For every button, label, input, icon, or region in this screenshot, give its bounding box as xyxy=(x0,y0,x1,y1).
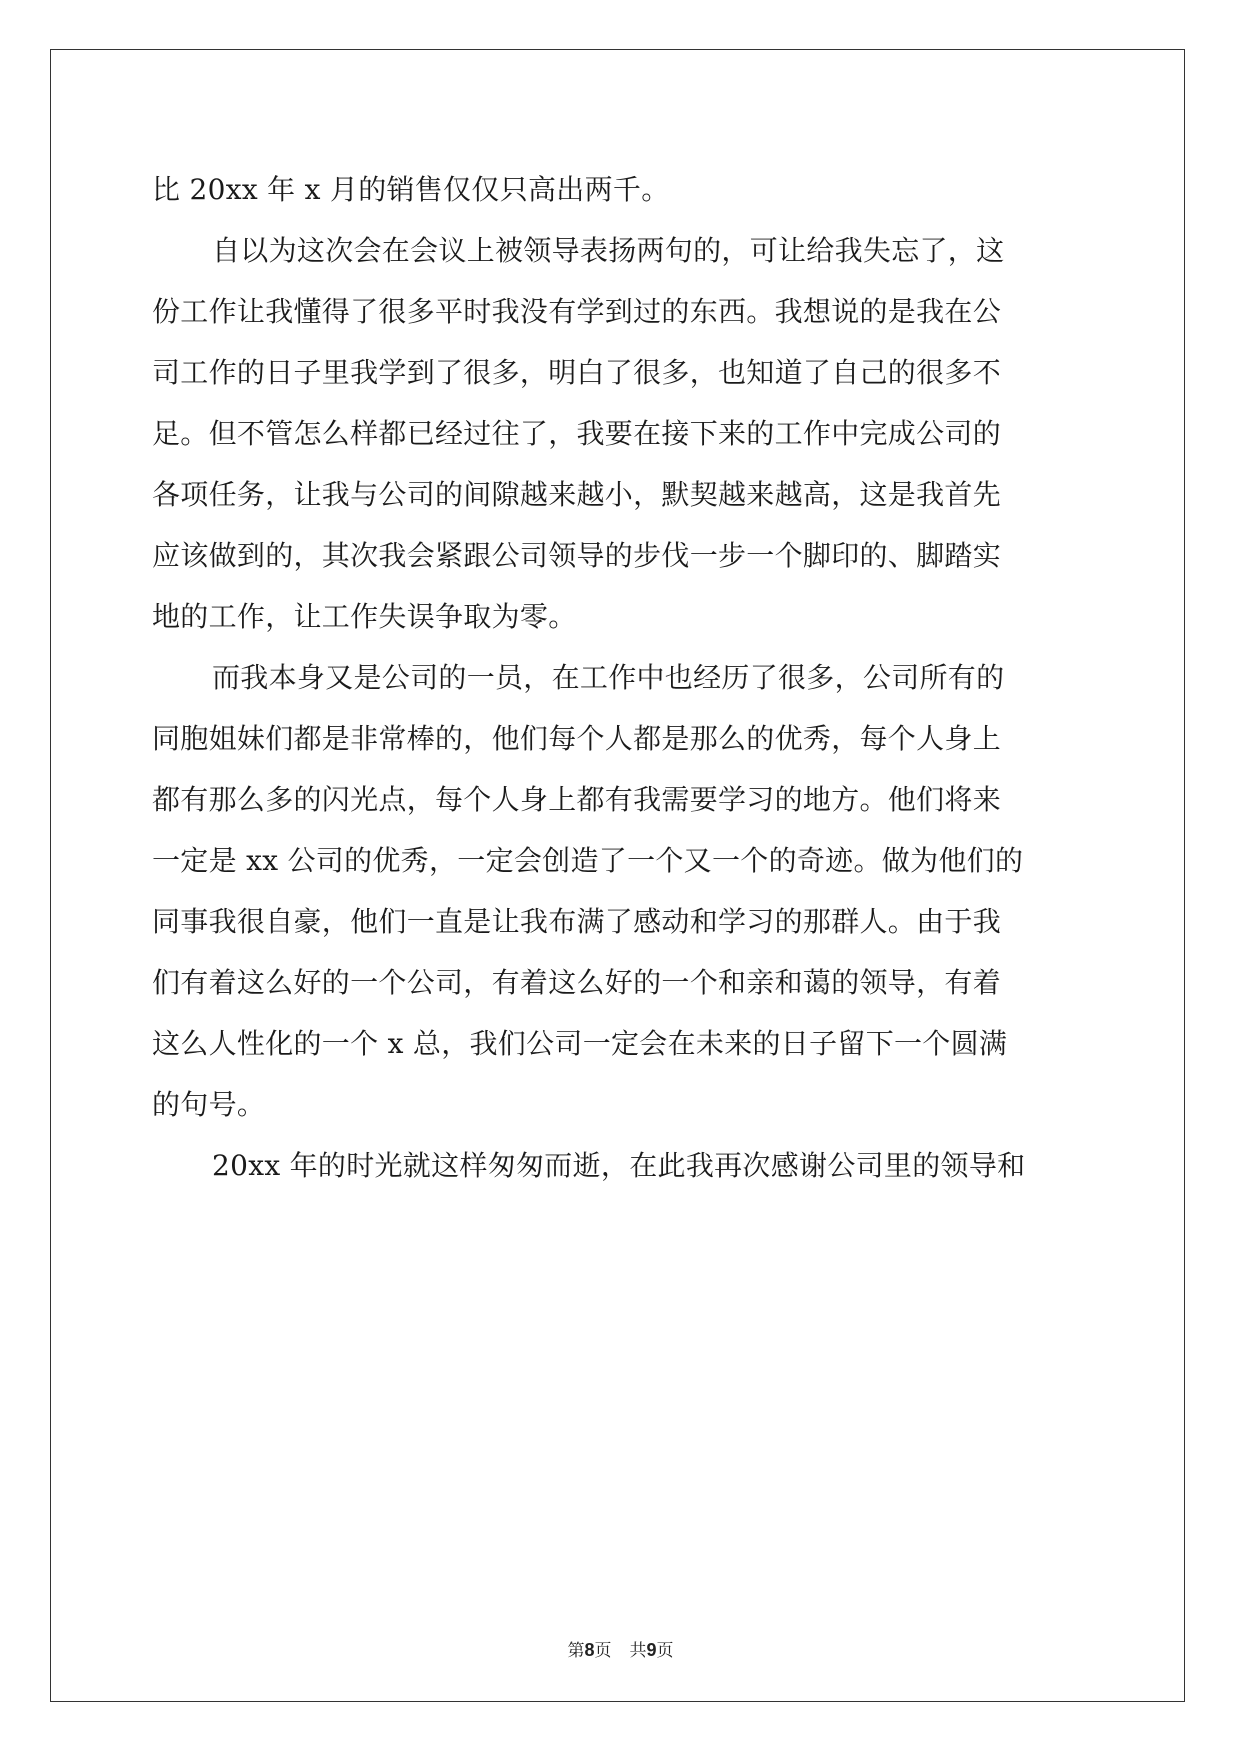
text-line: 比 20xx 年 x 月的销售仅仅只高出两千。 xyxy=(152,173,670,206)
page-footer xyxy=(0,1636,1241,1661)
text-line: 们有着这么好的一个公司，有着这么好的一个和亲和蔼的领导，有着 xyxy=(152,966,1002,999)
text-line: 这么人性化的一个 x 总，我们公司一定会在未来的日子留下一个圆满 xyxy=(152,1027,1008,1060)
paragraph-start-line: 而我本身又是公司的一员，在工作中也经历了很多，公司所有的 xyxy=(212,661,1005,694)
paragraph-start-line: 自以为这次会在会议上被领导表扬两句的，可让给我失忘了，这 xyxy=(212,234,1005,267)
text-line: 应该做到的，其次我会紧跟公司领导的步伐一步一个脚印的、脚踏实 xyxy=(152,539,1002,572)
text-line: 份工作让我懂得了很多平时我没有学到过的东西。我想说的是我在公 xyxy=(152,295,1002,328)
page-number: 8 xyxy=(584,1640,595,1660)
page-prefix: 第 xyxy=(567,1641,585,1661)
text-line: 同事我很自豪，他们一直是让我布满了感动和学习的那群人。由于我 xyxy=(152,905,1002,938)
text-line: 同胞姐妹们都是非常棒的，他们每个人都是那么的优秀，每个人身上 xyxy=(152,722,1002,755)
text-line: 地的工作，让工作失误争取为零。 xyxy=(152,600,577,633)
text-line: 足。但不管怎么样都已经过往了，我要在接下来的工作中完成公司的 xyxy=(152,417,1002,450)
text-line: 司工作的日子里我学到了很多，明白了很多，也知道了自己的很多不 xyxy=(152,356,1002,389)
page-suffix: 页 xyxy=(594,1641,612,1661)
total-prefix: 共 xyxy=(629,1641,647,1661)
text-line: 一定是 xx 公司的优秀，一定会创造了一个又一个的奇迹。做为他们的 xyxy=(152,844,1024,877)
total-suffix: 页 xyxy=(656,1641,674,1661)
text-line: 的句号。 xyxy=(152,1088,266,1121)
paragraph-start-line: 20xx 年的时光就这样匆匆而逝，在此我再次感谢公司里的领导和 xyxy=(212,1149,1026,1182)
text-line: 都有那么多的闪光点，每个人身上都有我需要学习的地方。他们将来 xyxy=(152,783,1002,816)
total-pages: 9 xyxy=(646,1640,657,1660)
text-line: 各项任务，让我与公司的间隙越来越小，默契越来越高，这是我首先 xyxy=(152,478,1002,511)
document-body xyxy=(152,159,1087,1196)
